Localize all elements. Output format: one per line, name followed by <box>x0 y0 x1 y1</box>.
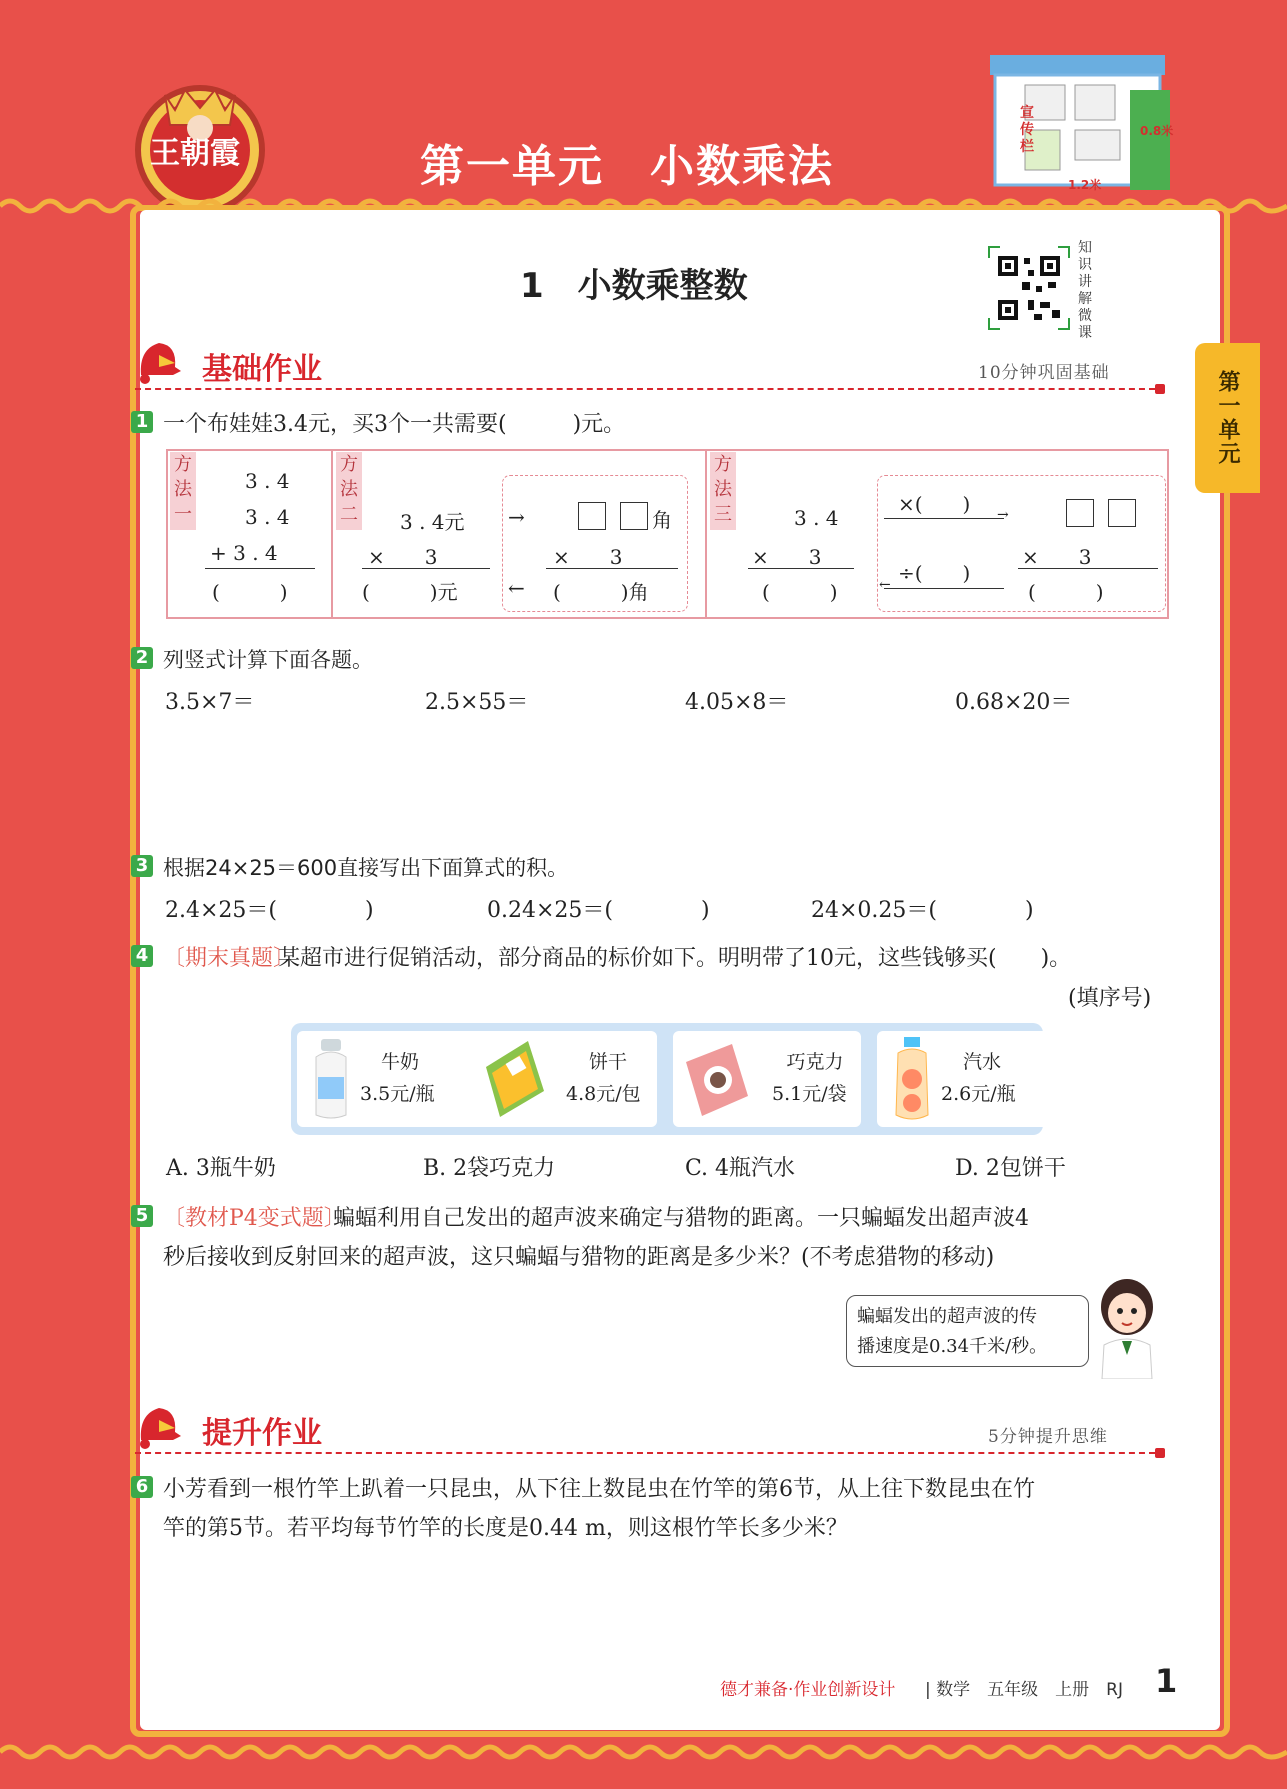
q2-item-1: 3.5×7＝ <box>165 690 255 715</box>
goods-price-chocolate: 5.1元/袋 <box>772 1083 847 1105</box>
q1-text: 一个布娃娃3.4元，买3个一共需要( )元。 <box>163 412 626 437</box>
digit-box[interactable] <box>1108 499 1136 527</box>
m2-unit-jiao: 角 <box>652 508 672 532</box>
q4-source-tag: 〔期末真题〕 <box>163 946 296 971</box>
arrow-left: ← <box>508 576 525 600</box>
method-label-1: 方法一 <box>170 452 196 530</box>
q3-text: 根据24×25＝600直接写出下面算式的积。 <box>163 856 569 880</box>
arrow-line-right <box>884 518 1004 519</box>
m3-op-multiply[interactable]: ×( ) <box>898 492 971 516</box>
digit-box[interactable] <box>620 502 648 530</box>
section-subtitle-advanced: 5分钟提升思维 <box>988 1427 1108 1447</box>
option-a[interactable]: A. 3瓶牛奶 <box>166 1156 276 1181</box>
question-number: 5 <box>131 1205 153 1227</box>
hint-bubble <box>846 1295 1089 1367</box>
m2-answer-blank[interactable]: ( )元 <box>362 580 458 604</box>
methods-divider <box>705 449 707 619</box>
goods-name-chocolate: 巧克力 <box>786 1051 844 1073</box>
wave-border-bottom <box>0 1742 1287 1762</box>
digit-box[interactable] <box>1066 499 1094 527</box>
section-divider <box>135 388 1155 390</box>
m1-row2: 3 . 4 <box>245 505 290 529</box>
sum-line <box>205 568 315 569</box>
digit-box[interactable] <box>578 502 606 530</box>
m2-row2: × 3 <box>368 545 438 569</box>
option-c[interactable]: C. 4瓶汽水 <box>685 1156 796 1181</box>
section-subtitle-basic: 10分钟巩固基础 <box>978 363 1110 383</box>
q2-item-2: 2.5×55＝ <box>425 690 529 715</box>
question-number: 4 <box>131 945 153 967</box>
qr-caption: 知识讲解微课 <box>1078 240 1092 341</box>
option-d[interactable]: D. 2包饼干 <box>955 1156 1066 1181</box>
question-number: 6 <box>131 1476 153 1498</box>
unit-title: 第一单元 小数乘法 <box>420 141 834 192</box>
question-number: 3 <box>131 855 153 877</box>
bell-icon <box>133 1400 185 1452</box>
product-line <box>362 568 490 569</box>
q6-line1: 小芳看到一根竹竿上趴着一只昆虫，从下往上数昆虫在竹竿的第6节，从上往下数昆虫在竹 <box>163 1477 1036 1502</box>
q5-line1: 蝙蝠利用自己发出的超声波来确定与猎物的距离。一只蝙蝠发出超声波4 <box>333 1206 1029 1231</box>
q3-item-3[interactable]: 24×0.25＝( ) <box>811 898 1034 923</box>
girl-character-illustration <box>1092 1275 1162 1379</box>
footer-brand: 德才兼备·作业创新设计 <box>720 1680 896 1700</box>
m3-op-divide[interactable]: ÷( ) <box>898 561 971 585</box>
footer-meta: | 数学 五年级 上册 RJ <box>925 1680 1123 1700</box>
q4-text: 某超市进行促销活动，部分商品的标价如下。明明带了10元，这些钱够买( )。 <box>278 946 1072 971</box>
m1-row3: + 3 . 4 <box>210 541 278 565</box>
unit-side-tab[interactable]: 第一单元 <box>1195 343 1260 493</box>
logo-text: 王朝霞 <box>150 136 240 171</box>
product-line <box>1018 568 1158 569</box>
m2-row2b: × 3 <box>553 545 623 569</box>
m3-answer-blank[interactable]: ( ) <box>762 580 838 604</box>
q5-source-tag: 〔教材P4变式题〕 <box>163 1206 346 1231</box>
bulletin-label: 宣传栏 <box>1020 105 1034 155</box>
section-title-advanced: 提升作业 <box>202 1416 322 1451</box>
goods-price-milk: 3.5元/瓶 <box>360 1083 435 1105</box>
arrow-head-left: ← <box>879 577 891 593</box>
m3-answer-blank-2[interactable]: ( ) <box>1028 580 1104 604</box>
methods-divider <box>331 449 333 619</box>
method-label-2: 方法二 <box>336 452 362 530</box>
chocolate-bag-icon <box>682 1040 752 1120</box>
q2-item-3: 4.05×8＝ <box>685 690 789 715</box>
method-label-3: 方法三 <box>710 452 736 530</box>
hint-line2: 播速度是0.34千米/秒。 <box>857 1336 1048 1357</box>
goods-name-milk: 牛奶 <box>380 1051 419 1073</box>
goods-price-biscuit: 4.8元/包 <box>566 1083 641 1105</box>
lesson-title: 1 小数乘整数 <box>520 266 748 306</box>
bulletin-height: 0.8米 <box>1140 124 1174 138</box>
product-line <box>546 568 678 569</box>
arrow-head-right: → <box>997 507 1009 523</box>
m3-row2: × 3 <box>752 545 822 569</box>
question-number: 2 <box>131 647 153 669</box>
arrow-right: → <box>508 505 525 529</box>
q4-hint: (填序号) <box>1068 986 1152 1011</box>
m1-row1: 3 . 4 <box>245 469 290 493</box>
goods-name-soda: 汽水 <box>962 1051 1001 1073</box>
goods-name-biscuit: 饼干 <box>588 1051 627 1073</box>
m2-row1: 3 . 4元 <box>400 510 465 534</box>
question-number: 1 <box>131 411 153 433</box>
milk-bottle-icon <box>310 1037 352 1121</box>
soda-bottle-icon <box>890 1035 934 1123</box>
q6-line2: 竿的第5节。若平均每节竹竿的长度是0.44 m，则这根竹竿长多少米？ <box>163 1516 848 1541</box>
qr-code-icon[interactable] <box>988 246 1070 330</box>
q2-item-4: 0.68×20＝ <box>955 690 1073 715</box>
goods-price-soda: 2.6元/瓶 <box>941 1083 1016 1105</box>
m2-answer-jiao[interactable]: ( )角 <box>553 580 649 604</box>
m3-row2b: × 3 <box>1022 545 1092 569</box>
page-number: 1 <box>1155 1662 1178 1700</box>
q5-line2: 秒后接收到反射回来的超声波，这只蝙蝠与猎物的距离是多少米？(不考虑猎物的移动) <box>163 1245 995 1270</box>
divider-end <box>1155 1448 1165 1458</box>
q3-item-2[interactable]: 0.24×25＝( ) <box>487 898 710 923</box>
hint-line1: 蝙蝠发出的超声波的传 <box>857 1306 1037 1327</box>
q3-item-1[interactable]: 2.4×25＝( ) <box>165 898 374 923</box>
section-title-basic: 基础作业 <box>202 352 322 387</box>
divider-end <box>1155 384 1165 394</box>
biscuit-pack-icon <box>478 1037 550 1121</box>
section-divider <box>135 1452 1155 1454</box>
bulletin-width: 1.2米 <box>1068 178 1102 192</box>
m1-answer-blank[interactable]: ( ) <box>212 580 288 604</box>
option-b[interactable]: B. 2袋巧克力 <box>423 1156 556 1181</box>
m3-row1: 3 . 4 <box>794 506 839 530</box>
product-line <box>748 568 854 569</box>
bell-icon <box>133 335 185 387</box>
q2-text: 列竖式计算下面各题。 <box>163 648 373 672</box>
arrow-line-left <box>884 588 1004 589</box>
